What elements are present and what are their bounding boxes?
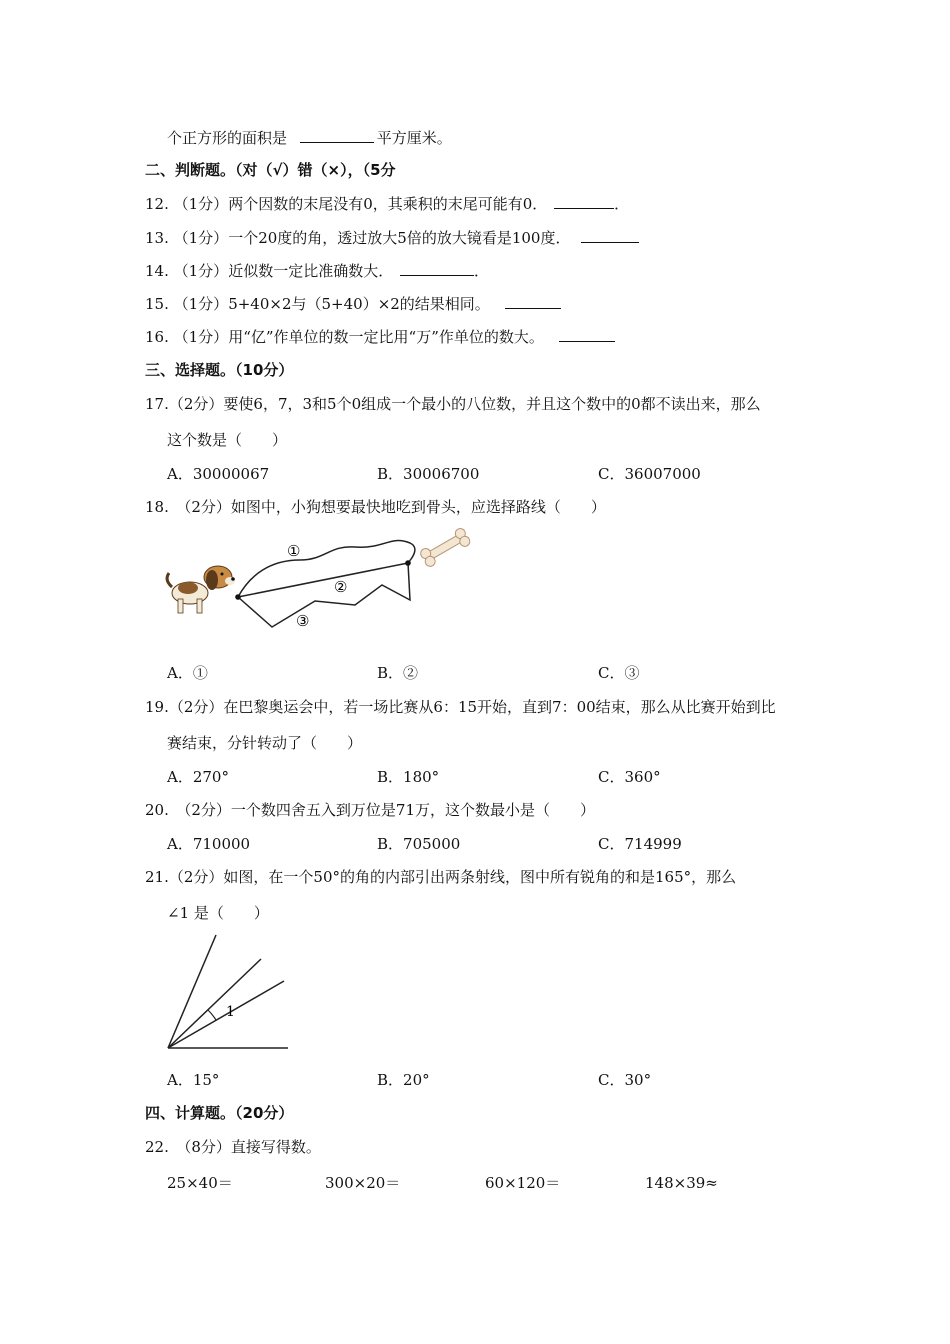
option-b[interactable]: B．705000 [377,835,461,853]
option-b[interactable]: B．180° [377,768,440,786]
question-score: （1分） [173,295,229,313]
answer-blank[interactable] [300,128,374,143]
question-text: 一个20度的角，透过放大5倍的放大镜看是100度． [228,229,571,247]
section-2-heading: 二、判断题。（对（√）错（×），（5分 [145,161,396,179]
option-c[interactable]: C．30° [598,1071,652,1089]
question-tail: ． [473,262,489,280]
question-15 [145,294,561,314]
option-b[interactable]: B．20° [377,1071,430,1089]
angle-arc [208,1010,216,1020]
answer-blank[interactable] [505,294,561,309]
question-19-line1: 19.（2分）在巴黎奥运会中，若一场比赛从6：15开始，直到7：00结束，那么从比赛开始到比 [145,698,776,716]
question-18-line1: 18. （2分）如图中，小狗想要最快地吃到骨头，应选择路线（ ） [145,498,606,516]
calc-item: 148×39≈ [645,1174,718,1192]
ray-3 [168,935,216,1048]
answer-blank[interactable] [581,228,639,243]
route-label-2: ② [334,578,348,596]
question-12 [145,194,629,214]
question-number: 16. [145,328,169,346]
route-label-3: ③ [296,612,310,630]
ray-2 [168,959,261,1048]
question-text: 用“亿”作单位的数一定比用“万”作单位的数大。 [228,328,544,346]
question-17-line1: 17.（2分）要使6，7，3和5个0组成一个最小的八位数，并且这个数中的0都不读出来，那么 [145,395,761,413]
q11-suffix: 平方厘米。 [376,129,452,147]
q11-prefix: 个正方形的面积是 [167,129,288,147]
option-a[interactable]: A．① [167,664,208,682]
option-a[interactable]: A．30000067 [167,465,270,483]
option-c[interactable]: C．③ [598,664,640,682]
question-score: （1分） [173,195,229,213]
route-3 [238,563,410,627]
question-text: 5+40×2与（5+40）×2的结果相同。 [228,295,490,313]
section-4-heading: 四、计算题。（20分） [145,1104,294,1122]
option-c[interactable]: C．360° [598,768,661,786]
calc-item: 300×20＝ [325,1174,401,1192]
question-21-line1: 21.（2分）如图，在一个50°的角的内部引出两条射线，图中所有锐角的和是165°，那么 [145,868,737,886]
question-score: （1分） [173,262,229,280]
question-score: （1分） [173,328,229,346]
calc-item: 25×40＝ [167,1174,233,1192]
option-a[interactable]: A．710000 [167,835,251,853]
question-21-line2: ∠1 是（ ） [167,904,269,922]
section-3-heading: 三、选择题。（10分） [145,361,294,379]
answer-blank[interactable] [559,327,615,342]
route-figure [160,525,480,640]
question-number: 12. [145,195,169,213]
question-22-line1: 22. （8分）直接写得数。 [145,1138,321,1156]
question-number: 13. [145,229,169,247]
question-17-line2: 这个数是（ ） [167,431,288,449]
option-a[interactable]: A．270° [167,768,229,786]
route-label-1: ① [287,542,301,560]
question-number: 14. [145,262,169,280]
bone-icon [419,527,472,568]
question-number: 15. [145,295,169,313]
q11-tail [167,128,452,148]
option-c[interactable]: C．36007000 [598,465,701,483]
question-20-line1: 20. （2分）一个数四舍五入到万位是71万，这个数最小是（ ） [145,801,595,819]
answer-blank[interactable] [554,194,614,209]
question-13 [145,228,639,248]
question-text: 近似数一定比准确数大． [228,262,394,280]
option-a[interactable]: A．15° [167,1071,220,1089]
dog-icon [167,566,235,613]
route-2 [238,563,408,597]
option-c[interactable]: C．714999 [598,835,682,853]
question-14 [145,261,489,281]
question-score: （1分） [173,229,229,247]
option-b[interactable]: B．② [377,664,419,682]
question-16 [145,327,615,347]
angle-label-1: 1 [226,1004,235,1020]
question-tail: ． [614,195,630,213]
question-19-line2: 赛结束，分针转动了（ ） [167,734,363,752]
option-b[interactable]: B．30006700 [377,465,480,483]
question-text: 两个因数的末尾没有0，其乘积的末尾可能有0． [228,195,548,213]
calc-item: 60×120＝ [485,1174,561,1192]
angle-figure [160,930,300,1055]
answer-blank[interactable] [400,261,474,276]
